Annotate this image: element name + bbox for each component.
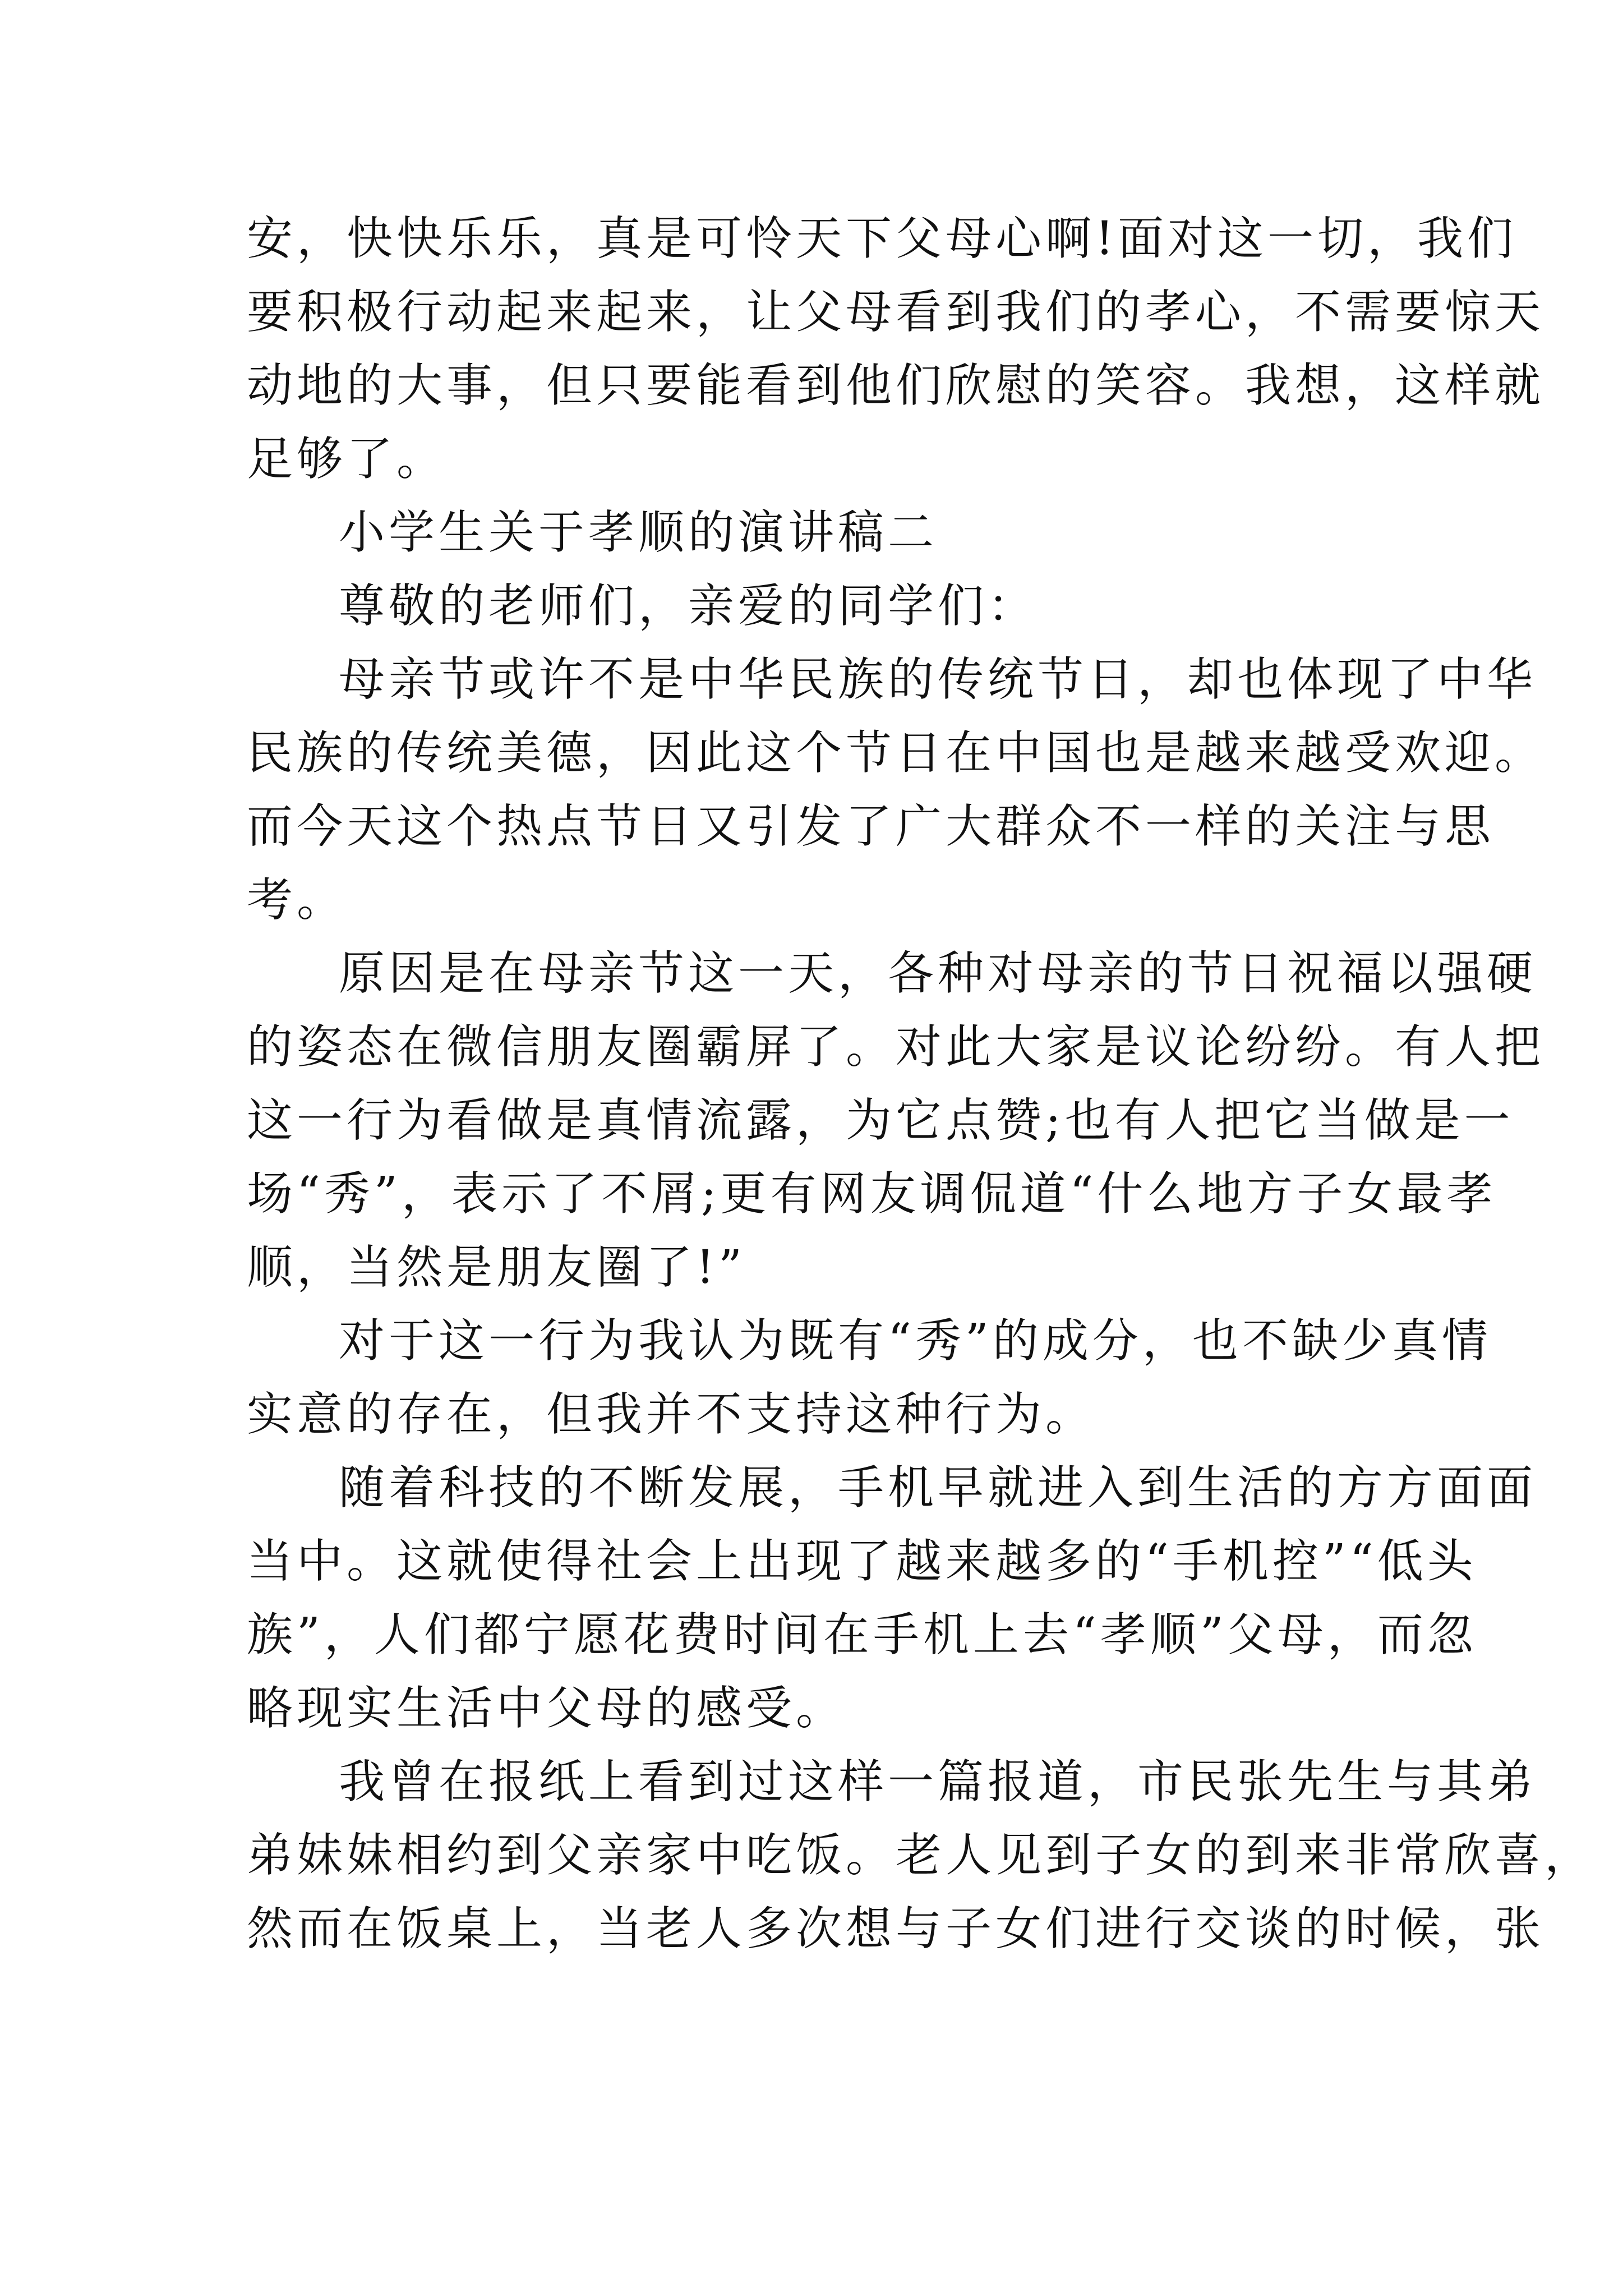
document-body bbox=[247, 202, 1595, 1966]
text-line: 而今天这个热点节日又引发了广大群众不一样的关注与思 bbox=[247, 800, 1495, 853]
text-line: 对于这一行为我认为既有“秀”的成分，也不缺少真情 bbox=[339, 1314, 1492, 1368]
text-line: 足够了。 bbox=[247, 432, 447, 486]
text-line: 随着科技的不断发展，手机早就进入到生活的方方面面 bbox=[339, 1461, 1537, 1515]
text-line: 母亲节或许不是中华民族的传统节日，却也体现了中华 bbox=[339, 653, 1537, 706]
text-line: 我曾在报纸上看到过这样一篇报道，市民张先生与其弟 bbox=[339, 1755, 1537, 1809]
text-line: 略现实生活中父母的感受。 bbox=[247, 1682, 846, 1735]
text-line: 民族的传统美德，因此这个节日在中国也是越来越受欢迎。 bbox=[247, 726, 1545, 780]
text-line: 场“秀”，表示了不屑;更有网友调侃道“什么地方子女最孝 bbox=[247, 1167, 1497, 1221]
text-line: 原因是在母亲节这一天，各种对母亲的节日祝福以强硬 bbox=[339, 947, 1537, 1000]
text-line: 这一行为看做是真情流露，为它点赞;也有人把它当做是一 bbox=[247, 1094, 1514, 1147]
text-line: 顺，当然是朋友圈了!” bbox=[247, 1241, 746, 1294]
salutation: 尊敬的老师们，亲爱的同学们： bbox=[339, 579, 1038, 633]
text-line: 弟妹妹相约到父亲家中吃饭。老人见到子女的到来非常欣喜， bbox=[247, 1829, 1595, 1882]
text-line: 考。 bbox=[247, 873, 347, 927]
text-line: 的姿态在微信朋友圈霸屏了。对此大家是议论纷纷。有人把 bbox=[247, 1020, 1545, 1074]
text-line: 当中。这就使得社会上出现了越来越多的“手机控”“低头 bbox=[247, 1535, 1477, 1588]
text-line: 动地的大事，但只要能看到他们欣慰的笑容。我想，这样就 bbox=[247, 359, 1545, 412]
text-line: 然而在饭桌上，当老人多次想与子女们进行交谈的时候，张 bbox=[247, 1902, 1545, 1955]
text-line: 安，快快乐乐，真是可怜天下父母心啊!面对这一切，我们 bbox=[247, 212, 1517, 265]
text-line: 实意的存在，但我并不支持这种行为。 bbox=[247, 1388, 1096, 1441]
text-line: 族”，人们都宁愿花费时间在手机上去“孝顺”父母，而忽 bbox=[247, 1608, 1477, 1662]
text-line: 要积极行动起来起来，让父母看到我们的孝心，不需要惊天 bbox=[247, 286, 1545, 339]
section-title: 小学生关于孝顺的演讲稿二 bbox=[339, 506, 938, 559]
